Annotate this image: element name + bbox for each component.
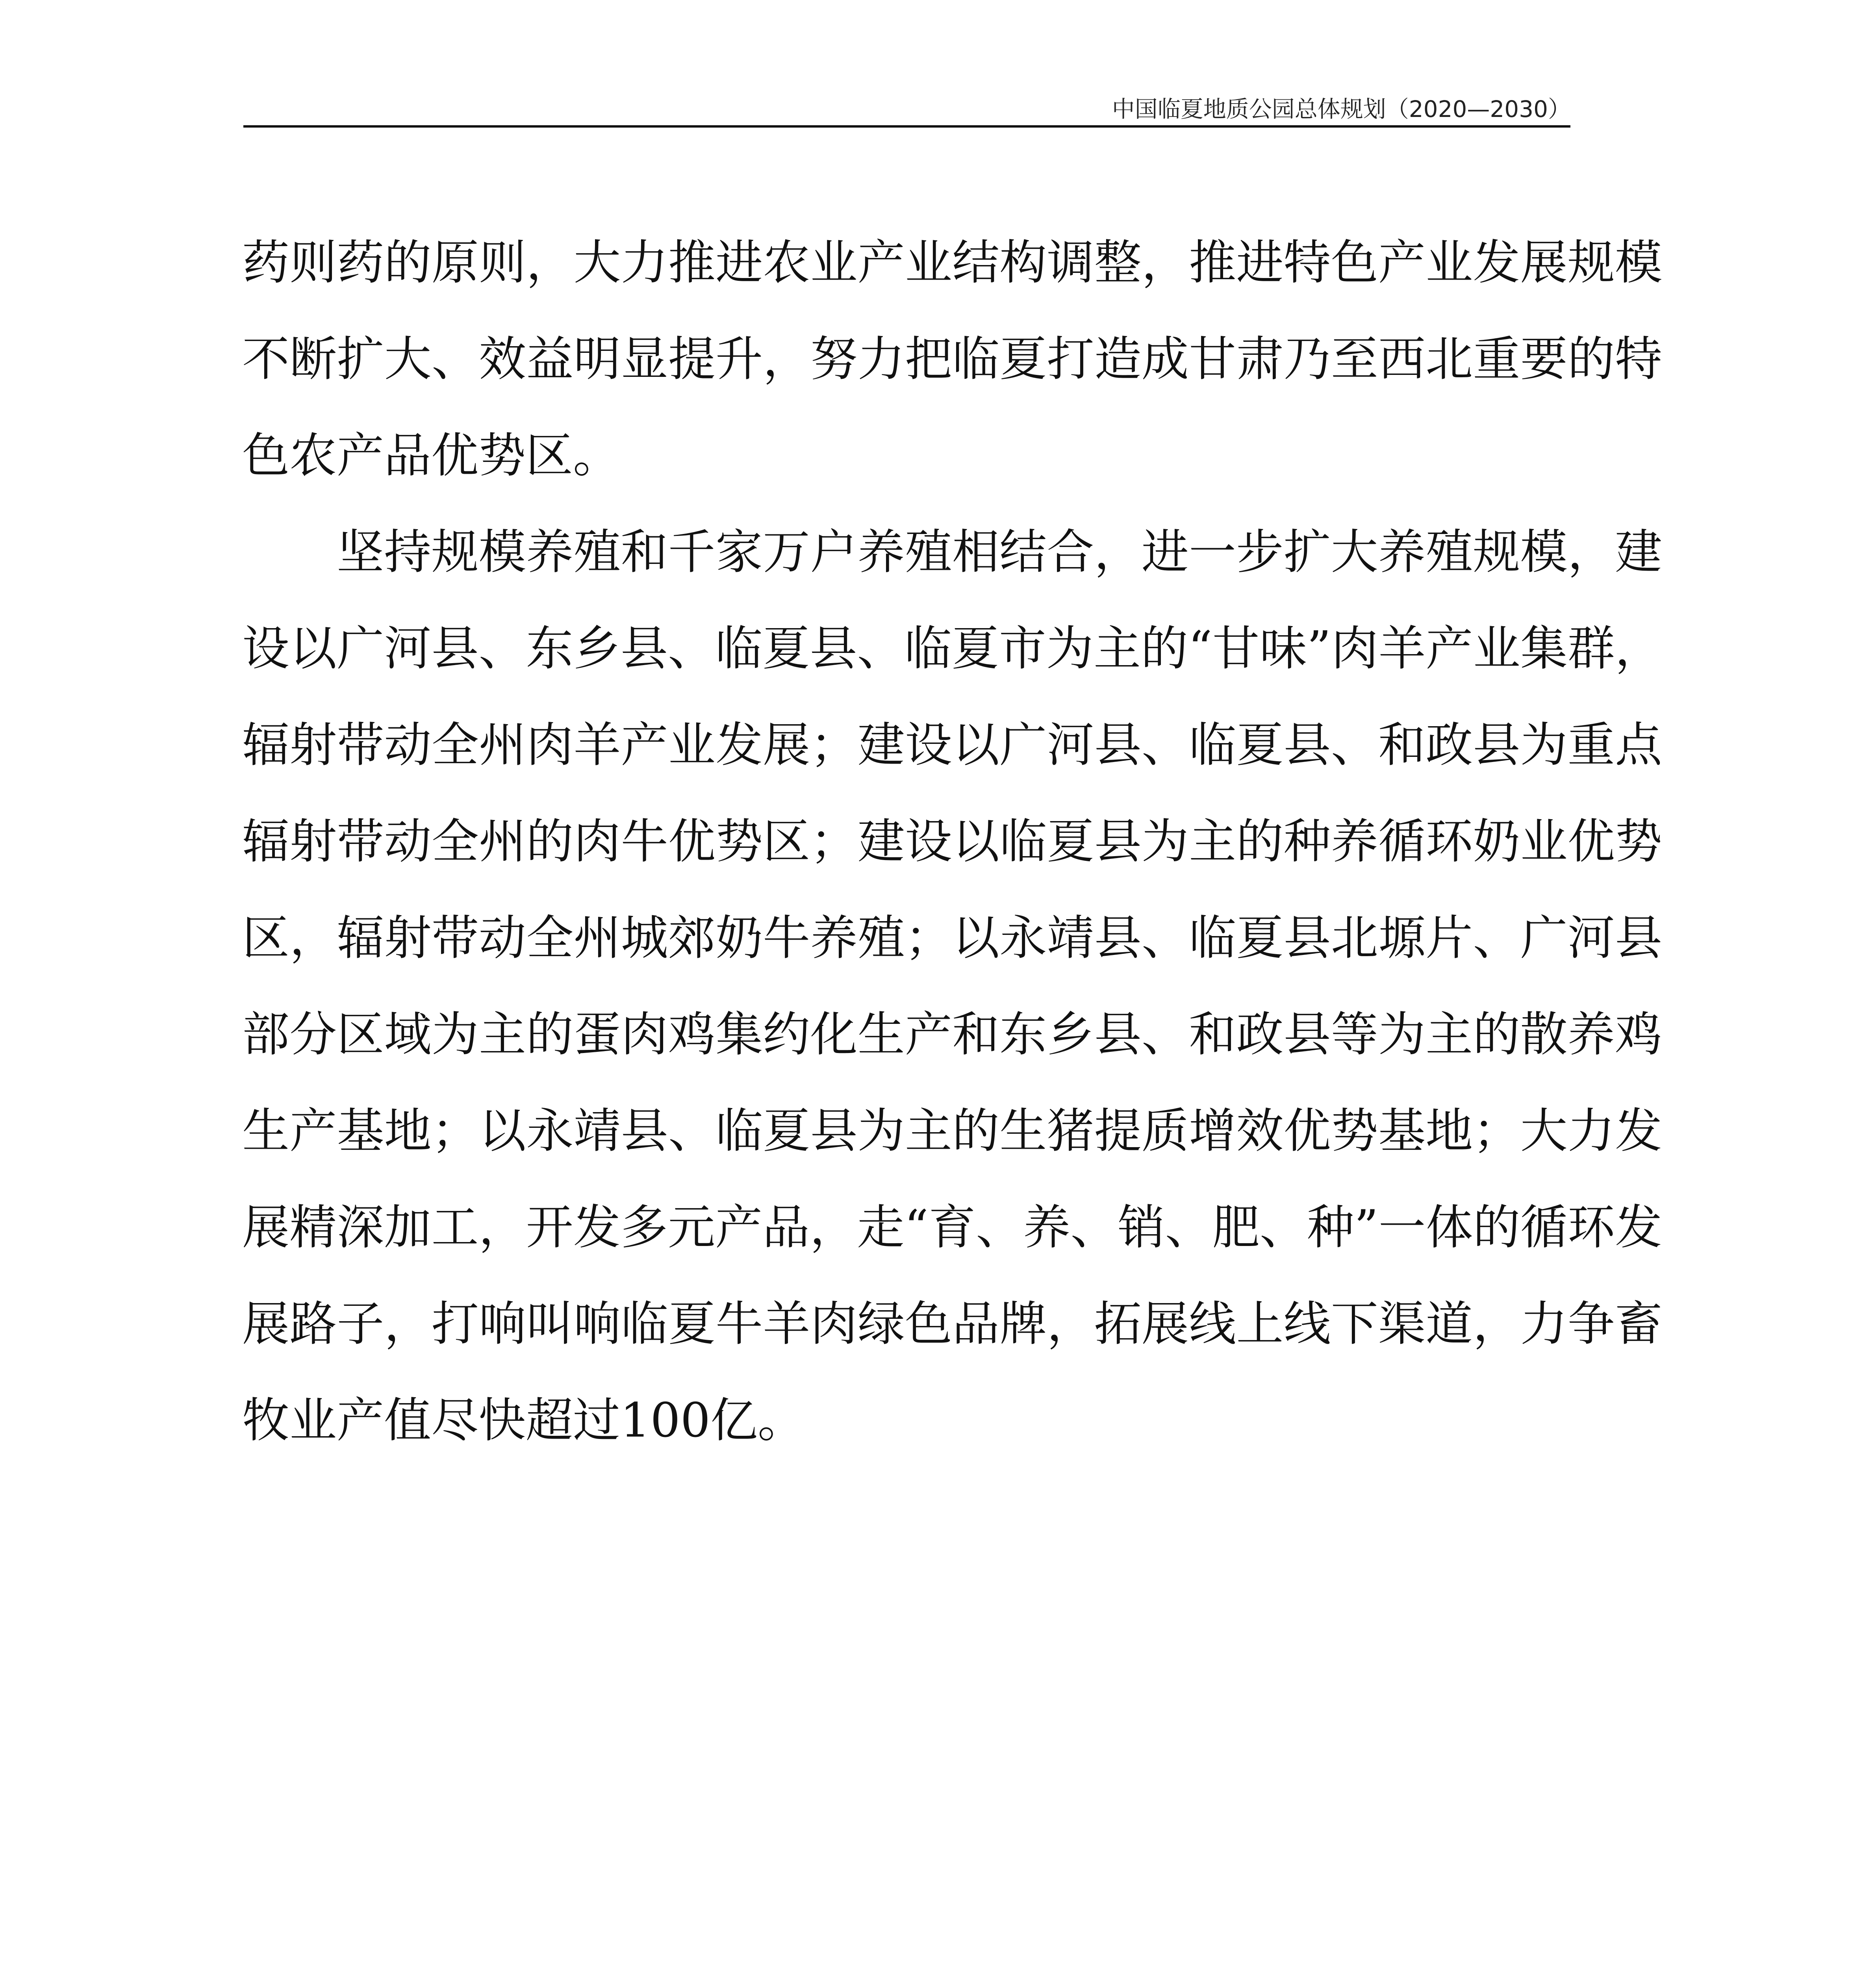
running-header-title: 中国临夏地质公园总体规划（2020—2030） <box>1112 96 1571 122</box>
body-text <box>242 215 1662 1469</box>
paragraph-livestock: 坚持规模养殖和千家万户养殖相结合，进一步扩大养殖规模，建设以广河县、东乡县、临夏县、临夏市为主的“甘味”肉羊产业集群，辐射带动全州肉羊产业发展；建设以广河县、临夏县、和政县为重点辐射带动全州的肉牛优势区；建设以临夏县为主的种养循环奶业优势区，辐射带动全州城郊奶牛养殖；以永靖县、临夏县北塬片、广河县部分区域为主的蛋肉鸡集约化生产和东乡县、和政县等为主的散养鸡生产基地；以永靖县、临夏县为主的生猪提质增效优势基地；大力发展精深加工，开发多元产品，走“育、养、销、肥、种”一体的循环发展路子，打响叫响临夏牛羊肉绿色品牌，拓展线上线下渠道，力争畜牧业产值尽快超过100亿。 <box>242 525 1662 1448</box>
paragraph-continued: 药则药的原则，大力推进农业产业结构调整，推进特色产业发展规模不断扩大、效益明显提升，努力把临夏打造成甘肃乃至西北重要的特色农产品优势区。 <box>242 235 1662 483</box>
header-divider <box>243 125 1570 128</box>
